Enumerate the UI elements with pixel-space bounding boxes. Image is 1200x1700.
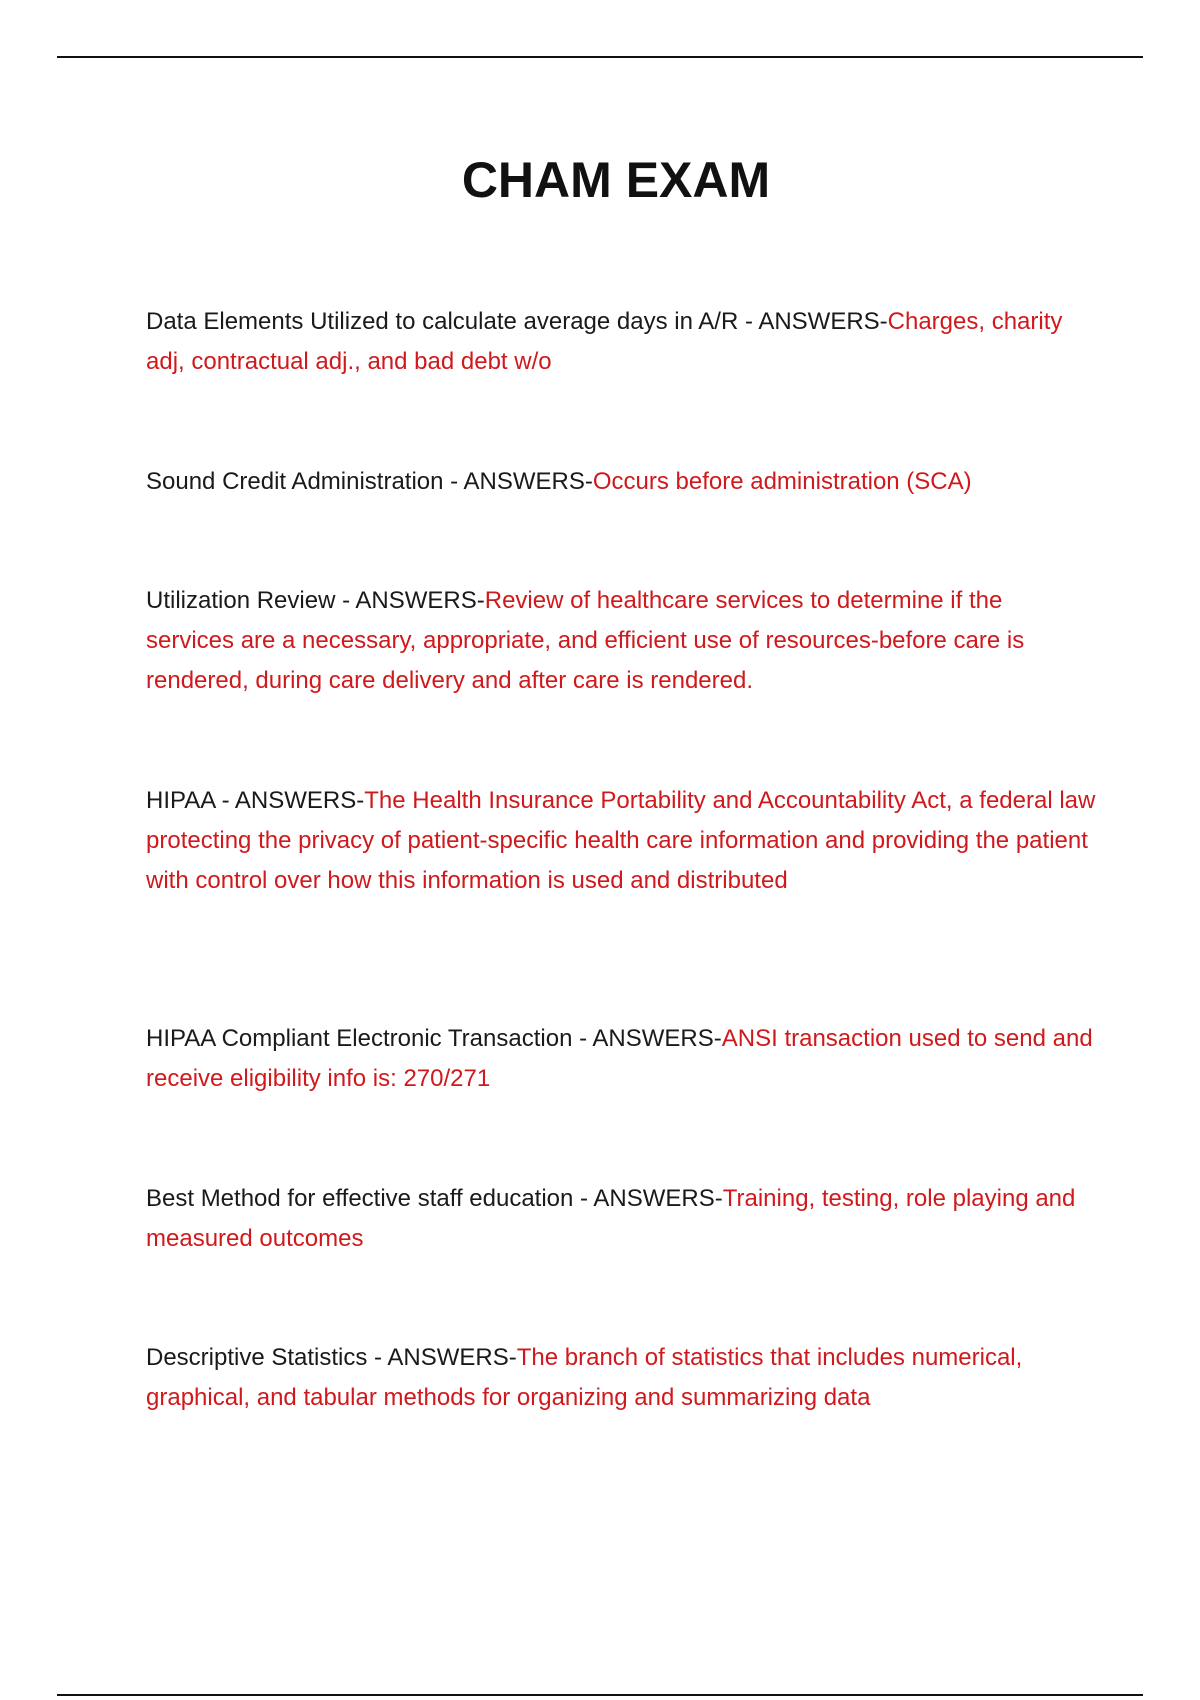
question-text: Best Method for effective staff education xyxy=(146,1185,574,1212)
answers-separator: - ANSWERS- xyxy=(443,468,593,495)
question-text: Data Elements Utilized to calculate average days in A/R xyxy=(146,308,739,335)
qa-item-descriptive-statistics xyxy=(146,1338,1096,1418)
answer-text: The branch of statistics that includes numerical, graphical, and tabular methods for organizing and summarizing data xyxy=(146,1344,1023,1411)
answer-text: The Health Insurance Portability and Accountability Act, a federal law protecting the privacy of patient-specific health care information and providing the patient with control over how this information is used and distributed xyxy=(146,787,1096,894)
answers-separator: - ANSWERS- xyxy=(573,1185,723,1212)
question-text: Sound Credit Administration xyxy=(146,468,444,495)
bottom-rule xyxy=(57,1694,1143,1696)
answer-text: Training, testing, role playing and measured outcomes xyxy=(146,1185,1076,1252)
page-title: CHAM EXAM xyxy=(461,152,771,208)
question-text: HIPAA xyxy=(146,787,215,814)
answer-text: ANSI transaction used to send and receive eligibility info is: 270/271 xyxy=(146,1025,1093,1092)
answer-text: Review of healthcare services to determine if the services are a necessary, appropriate, and efficient use of resources-before care is rendered, during care delivery and after care is rendered. xyxy=(146,587,1025,694)
answer-text: Charges, charity adj, contractual adj., and bad debt w/o xyxy=(146,308,1063,375)
qa-item-staff-education xyxy=(146,1179,1096,1259)
answers-separator: - ANSWERS- xyxy=(214,787,365,814)
question-text: Utilization Review xyxy=(146,587,336,614)
qa-item-utilization-review xyxy=(146,581,1096,701)
qa-item-sound-credit xyxy=(146,462,1096,502)
qa-item-hipaa-transaction xyxy=(146,1019,1096,1099)
answers-separator: - ANSWERS- xyxy=(572,1025,722,1052)
qa-item-ar-days xyxy=(146,302,1096,382)
answer-text: Occurs before administration (SCA) xyxy=(592,468,972,495)
top-rule xyxy=(57,56,1143,58)
answers-separator: - ANSWERS- xyxy=(367,1344,517,1371)
qa-item-hipaa xyxy=(146,781,1096,901)
answers-separator: - ANSWERS- xyxy=(335,587,485,614)
answers-separator: - ANSWERS- xyxy=(738,308,888,335)
question-text: HIPAA Compliant Electronic Transaction xyxy=(146,1025,573,1052)
question-text: Descriptive Statistics xyxy=(146,1344,368,1371)
